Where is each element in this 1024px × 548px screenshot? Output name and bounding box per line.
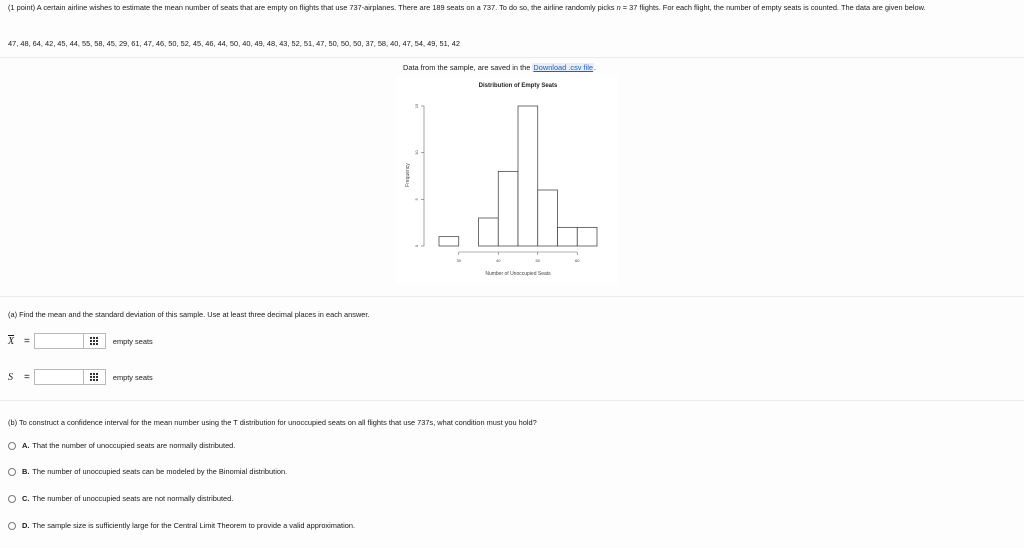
download-csv-link[interactable]: Download .csv file	[533, 63, 593, 72]
part-b-prompt: (b) To construct a confidence interval for the mean number using the T distribution for unoccupied seats on all flights that use 737s, what condition must you hold?	[8, 418, 537, 427]
divider	[0, 57, 1024, 58]
sd-symbol: S	[8, 371, 13, 383]
y-tick-label: 0	[414, 244, 419, 248]
sd-equation-editor-button[interactable]	[84, 369, 106, 385]
histogram-bar	[479, 218, 499, 246]
n-symbol: n	[616, 3, 621, 12]
option-letter: C.	[22, 494, 30, 503]
histogram-bar	[498, 171, 518, 246]
option-letter: A.	[22, 441, 30, 450]
mean-input[interactable]	[34, 333, 84, 349]
option-letter: B.	[22, 467, 30, 476]
histogram-bar	[439, 237, 459, 246]
y-tick-label: 10	[414, 150, 419, 155]
mean-equation-editor-button[interactable]	[84, 333, 106, 349]
csv-end: .	[593, 63, 597, 72]
intro-text-end: flights. For each flight, the number of empty seats is counted. The data are given below.	[637, 3, 926, 12]
histogram-bar	[538, 190, 558, 246]
sd-input[interactable]	[34, 369, 84, 385]
x-tick-label: 60	[575, 258, 580, 263]
option-c[interactable]	[8, 494, 233, 503]
option-text: The number of unoccupied seats are not normally distributed.	[32, 494, 234, 503]
option-text: The sample size is sufficiently large for the Central Limit Theorem to provide a valid approximation.	[32, 521, 356, 530]
csv-text: Data from the sample, are saved in the	[403, 63, 533, 72]
x-tick-label: 30	[456, 258, 461, 263]
y-tick-label: 15	[414, 103, 419, 109]
question-intro	[8, 3, 1014, 14]
option-letter: D.	[22, 521, 30, 530]
y-tick-label: 5	[414, 198, 419, 201]
histogram-bar	[577, 227, 597, 246]
histogram-bar	[558, 227, 578, 246]
keypad-icon	[90, 337, 98, 345]
x-tick-label: 40	[496, 258, 501, 263]
option-d[interactable]	[8, 521, 355, 530]
n-value: = 37	[620, 3, 638, 12]
part-a-prompt: (a) Find the mean and the standard deviation of this sample. Use at least three decimal places in each answer.	[8, 310, 370, 319]
divider	[0, 296, 1024, 297]
mean-unit: empty seats	[112, 336, 153, 346]
histogram-svg	[396, 76, 618, 284]
equals-sign: =	[24, 371, 30, 383]
option-text: That the number of unoccupied seats are normally distributed.	[32, 441, 236, 450]
csv-line	[403, 63, 596, 72]
option-b[interactable]	[8, 467, 287, 476]
histogram-chart	[396, 76, 618, 284]
chart-ylabel: Frequency	[405, 163, 411, 187]
keypad-icon	[90, 373, 98, 381]
radio-button[interactable]	[8, 442, 16, 450]
equals-sign: =	[24, 335, 30, 347]
radio-button[interactable]	[8, 522, 16, 530]
option-text: The number of unoccupied seats can be modeled by the Binomial distribution.	[32, 467, 288, 476]
radio-button[interactable]	[8, 468, 16, 476]
radio-button[interactable]	[8, 495, 16, 503]
chart-title: Distribution of Empty Seats	[478, 83, 558, 89]
data-values: 47, 48, 64, 42, 45, 44, 55, 58, 45, 29, 61, 47, 46, 50, 52, 45, 46, 44, 50, 40, 49, 48, 43, 52, 51, 47, 50, 50, 50, 37, 58, 40, 47, 54, 49, 51, 42	[8, 39, 461, 48]
option-a[interactable]	[8, 441, 235, 450]
divider	[0, 400, 1024, 401]
mean-answer-row	[8, 332, 153, 350]
x-tick-label: 50	[535, 258, 540, 263]
histogram-bar	[518, 106, 538, 246]
intro-text-start: (1 point) A certain airline wishes to estimate the mean number of seats that are empty on flights that use 737-airplanes. There are 189 seats on a 737. To do so, the airline randomly picks	[8, 3, 617, 12]
sd-answer-row	[8, 368, 153, 386]
chart-xlabel: Number of Unoccupied Seats	[485, 271, 551, 277]
mean-symbol: $\overline{X}$	[8, 335, 15, 347]
sd-unit: empty seats	[112, 372, 153, 382]
